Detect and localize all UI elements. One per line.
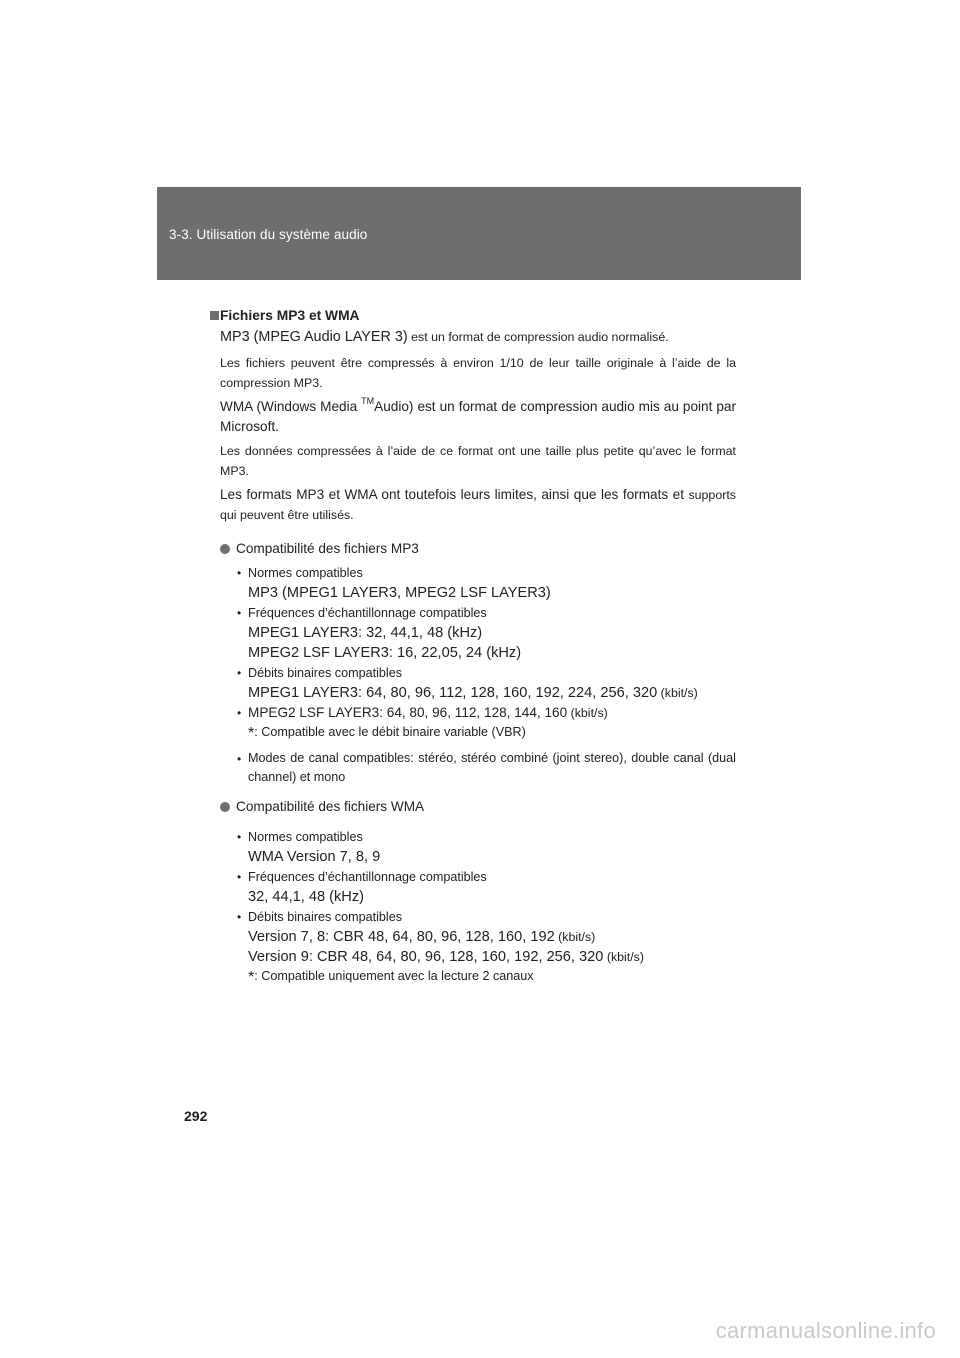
bullet-point-icon: • [237,606,242,620]
list-item [210,867,736,907]
bullet-point-icon: • [237,706,242,720]
item-label: Débits binaires compatibles [248,666,402,680]
paragraph-text: supports qui peuvent être utilisés. [220,488,736,522]
square-bullet-icon [210,311,219,320]
paragraph-text: est un format de compression audio normalisé. [407,330,669,344]
bitrate-unit: (kbit/s) [657,686,698,700]
section-heading-text: Fichiers MP3 et WMA [220,308,360,323]
list-item [210,827,736,867]
paragraph-text: Audio) est un format de compression audio mis au point par Microsoft. [220,399,737,434]
wma-compat-heading [210,797,736,817]
bitrate-unit: (kbit/s) [554,930,596,944]
section-heading [210,306,736,326]
bullet-point-icon: • [237,830,242,844]
bitrate-values: Version 7, 8: CBR 48, 64, 80, 96, 128, 160, 192 [248,929,555,945]
paragraph-text: MP3 (MPEG Audio LAYER 3) [220,329,408,345]
page-content [210,306,736,993]
item-value [248,685,698,701]
bullet-point-icon: • [237,566,242,580]
page-number: 292 [184,1108,208,1124]
footnote-2ch [210,967,736,987]
footnote-vbr [210,723,736,743]
item-label: Fréquences d’échantillonnage compatibles [248,870,487,884]
bullet-point-icon: • [237,910,242,924]
list-item [210,703,736,723]
trademark-symbol: TM [361,396,375,406]
footnote-text: : Compatible avec le débit binaire variable (VBR) [254,725,526,739]
section-title: 3-3. Utilisation du système audio [169,227,368,242]
paragraph-wma-definition [210,397,736,437]
bitrate-values: Version 9: CBR 48, 64, 80, 96, 128, 160, 192, 256, 320 [248,949,604,965]
paragraph-mp3-definition [210,327,736,347]
list-item [210,749,736,787]
item-value: MPEG1 LAYER3: 32, 44,1, 48 (kHz) [248,625,483,641]
list-item [210,563,736,603]
item-label: Débits binaires compatibles [248,910,402,924]
list-item [210,663,736,703]
paragraph-limits [210,485,736,525]
paragraph-text: WMA (Windows Media [220,399,362,414]
mp3-compat-heading [210,539,736,559]
wma-compat-title: Compatibilité des fichiers WMA [236,799,425,814]
bullet-point-icon: • [237,666,242,680]
list-item [210,907,736,967]
watermark: carmanualsonline.info [715,1318,936,1343]
item-value [248,949,644,965]
footnote-star: * [248,969,255,986]
bitrate-unit: (kbit/s) [567,706,608,720]
item-label: Fréquences d’échantillonnage compatibles [248,606,487,620]
item-label: Normes compatibles [248,830,363,844]
bullet-point-icon: • [237,752,242,766]
list-item [210,603,736,663]
paragraph-size: Les données compressées à l’aide de ce format ont une taille plus petite qu’avec le format MP3. [220,444,736,478]
bitrate-values: MPEG1 LAYER3: 64, 80, 96, 112, 128, 160, 192, 224, 256, 320 [248,685,658,701]
item-value: MP3 (MPEG1 LAYER3, MPEG2 LSF LAYER3) [248,585,551,601]
bitrate-unit: (kbit/s) [603,950,644,964]
section-header-band [157,187,801,280]
item-value: 32, 44,1, 48 (kHz) [248,889,364,905]
paragraph-compression: Les fichiers peuvent être compressés à environ 1/10 de leur taille originale à l’aide de la compression MP3. [220,356,736,390]
item-value: WMA Version 7, 8, 9 [248,849,381,865]
item-label: Normes compatibles [248,566,363,580]
bullet-point-icon: • [237,870,242,884]
paragraph-text: Les formats MP3 et WMA ont toutefois leurs limites, ainsi que les formats et [220,487,684,502]
item-value [248,929,595,945]
round-bullet-icon [220,802,230,812]
footnote-text: : Compatible uniquement avec la lecture 2 canaux [254,969,534,983]
round-bullet-icon [220,544,230,554]
bitrate-values: MPEG2 LSF LAYER3: 64, 80, 96, 112, 128, 144, 160 [248,705,568,720]
item-label: Modes de canal compatibles: stéréo, stéréo combiné (joint stereo), double canal (dual channel) et mono [248,751,736,784]
mp3-compat-title: Compatibilité des fichiers MP3 [236,541,419,556]
item-value: MPEG2 LSF LAYER3: 16, 22,05, 24 (kHz) [248,645,522,661]
item-value [248,705,608,720]
footnote-star: * [248,725,255,742]
